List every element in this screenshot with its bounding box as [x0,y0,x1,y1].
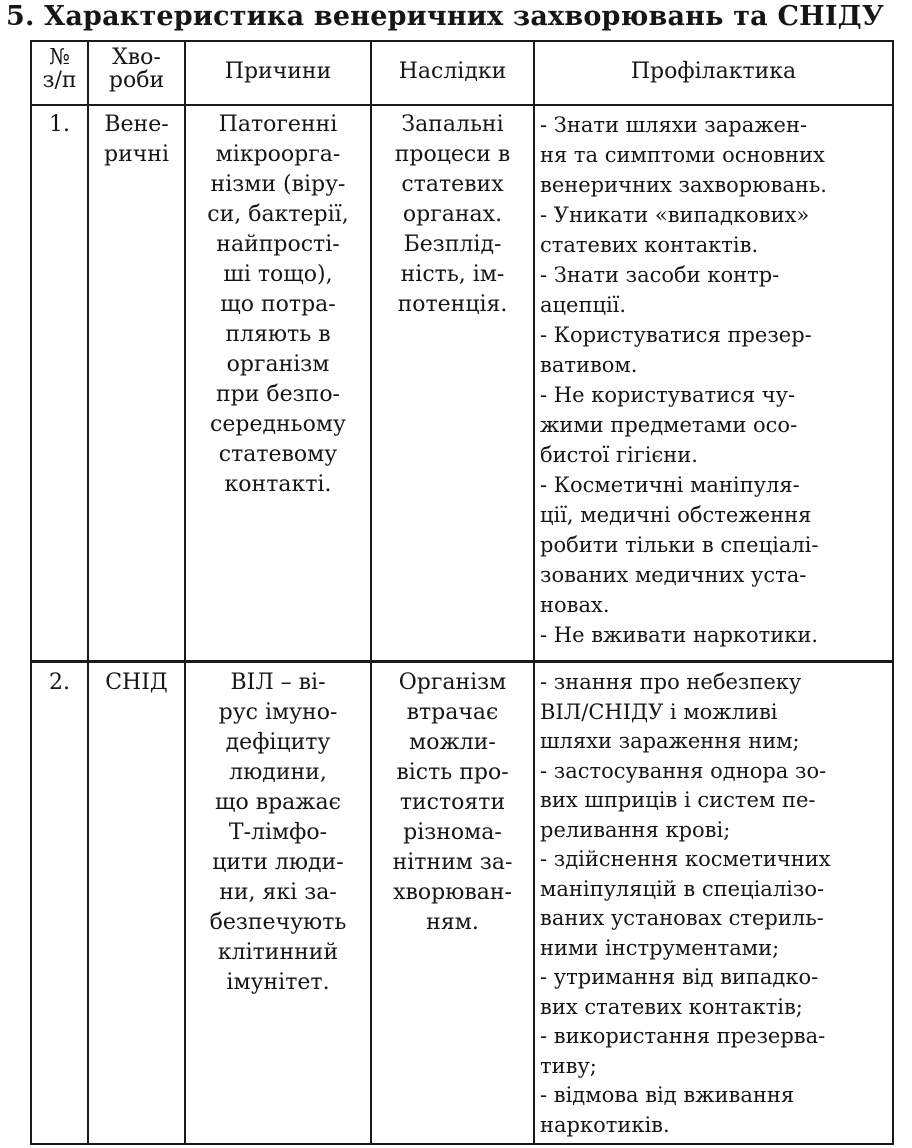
column-divider [87,40,89,1145]
disease-table [30,40,894,1146]
table-border-bottom [30,1143,894,1145]
row2-consequences: Організм втрачає можли- вість про- тистояти різнома- нітним за- хворюван- ням. [392,670,513,935]
row1-disease: Вене- ричні [104,112,169,167]
header-consequences: Наслідки [398,59,507,84]
row1-prevention: - Знати шляхи заражен- ня та симптоми основних венеричних захворювань. - Уникати «випадкових» статевих контактів. - Знати засоби контр- ацепції. - Користуватися презер- вативом. - Не користуватися чу- жими предметами осо- бистої гігієни. - Косметичні маніпуля- ції, медичні обстеження робити тільки в спеціалі- зованих медичних уста- новах. - Не вживати наркотики. [540,113,827,647]
row1-consequences: Запальні процеси в статевих органах. Безплід- ність, ім- потенція. [394,112,511,317]
row1-number: 1. [49,112,70,137]
row2-disease: СНІД [105,670,168,695]
table-border-top [30,40,894,42]
page-title: 5. Характеристика венеричних захворювань та СНІДУ [6,1,885,32]
row2-prevention: - знання про небезпеку ВІЛ/СНІДУ і можливі шляхи зараження ним; - застосування однора зо- вих шприців і систем пе- реливання крові; - здійснення косметичних маніпуляцій в спеціалізо- ваних установах стериль- ними інструментами; - утримання від випадко- вих статевих контактів; - використання презерва- тиву; - відмова від вживання наркотиків. [540,670,831,1137]
row2-number: 2. [49,670,70,695]
header-number: № з/п [42,45,77,93]
header-prevention: Профілактика [630,59,797,84]
header-disease: Хво- роби [108,45,165,93]
table-border-right [892,40,894,1145]
header-divider [30,104,894,106]
column-divider [533,40,535,1145]
row2-causes: ВІЛ – ві- рус імуно- дефіциту людини, що вражає Т-лімфо- цити люди- ни, які за- безпечують клітинний імунітет. [209,670,347,995]
row-divider [30,660,894,663]
row1-causes: Патогенні мікроорга- нізми (віру- си, бактерії, найпрості- ші тощо), що потра- пляють в організм при безпо- середньому статевому контакті. [207,112,349,497]
header-causes: Причини [224,59,332,84]
table-border-left [30,40,32,1145]
